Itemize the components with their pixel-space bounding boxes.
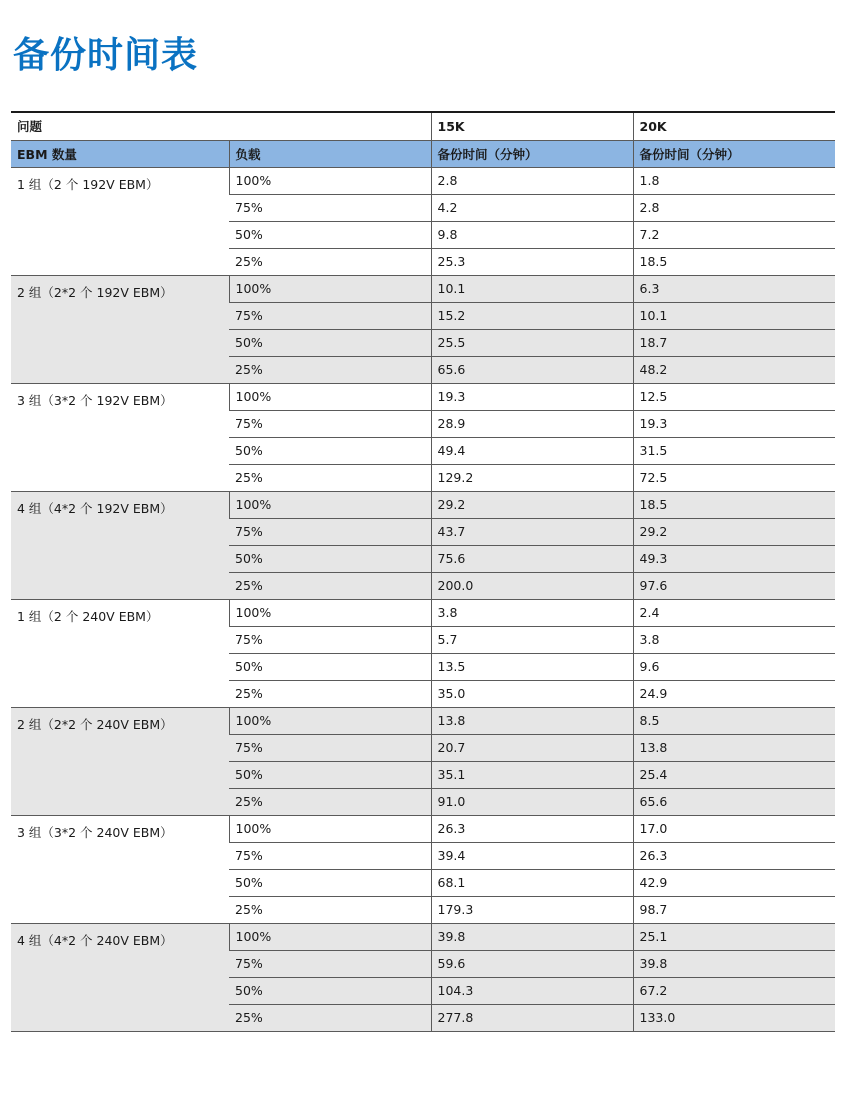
load-cell: 25% <box>229 896 431 923</box>
backup-time-15k-cell: 129.2 <box>431 464 633 491</box>
backup-time-20k-cell: 19.3 <box>633 410 835 437</box>
backup-time-20k-cell: 48.2 <box>633 356 835 383</box>
backup-time-20k-cell: 10.1 <box>633 302 835 329</box>
load-cell: 25% <box>229 356 431 383</box>
backup-time-20k-cell: 17.0 <box>633 815 835 842</box>
load-cell: 100% <box>229 599 431 626</box>
table-header-row <box>11 112 835 140</box>
backup-time-20k-cell: 18.5 <box>633 248 835 275</box>
backup-time-15k-cell: 39.8 <box>431 923 633 950</box>
backup-time-20k-cell: 3.8 <box>633 626 835 653</box>
backup-time-15k-cell: 25.3 <box>431 248 633 275</box>
subheader-backup-time-20k: 备份时间（分钟） <box>633 140 835 167</box>
backup-time-15k-cell: 43.7 <box>431 518 633 545</box>
backup-time-15k-cell: 5.7 <box>431 626 633 653</box>
ebm-group-label: 3 组（3*2 个 240V EBM） <box>11 815 229 923</box>
load-cell: 75% <box>229 194 431 221</box>
backup-time-15k-cell: 91.0 <box>431 788 633 815</box>
ebm-group-label: 4 组（4*2 个 240V EBM） <box>11 923 229 1031</box>
backup-time-15k-cell: 9.8 <box>431 221 633 248</box>
header-20k: 20K <box>633 112 835 140</box>
page-title: 备份时间表 <box>13 35 199 76</box>
load-cell: 75% <box>229 518 431 545</box>
load-cell: 100% <box>229 167 431 194</box>
backup-time-20k-cell: 29.2 <box>633 518 835 545</box>
load-cell: 100% <box>229 491 431 518</box>
backup-time-15k-cell: 104.3 <box>431 977 633 1004</box>
backup-time-15k-cell: 28.9 <box>431 410 633 437</box>
load-cell: 50% <box>229 437 431 464</box>
load-cell: 100% <box>229 923 431 950</box>
backup-time-table <box>11 111 835 1032</box>
backup-time-20k-cell: 24.9 <box>633 680 835 707</box>
table-row <box>11 815 835 842</box>
ebm-group-label: 4 组（4*2 个 192V EBM） <box>11 491 229 599</box>
backup-time-15k-cell: 15.2 <box>431 302 633 329</box>
backup-time-20k-cell: 31.5 <box>633 437 835 464</box>
load-cell: 100% <box>229 707 431 734</box>
load-cell: 75% <box>229 626 431 653</box>
backup-time-20k-cell: 9.6 <box>633 653 835 680</box>
load-cell: 50% <box>229 869 431 896</box>
load-cell: 50% <box>229 977 431 1004</box>
backup-time-15k-cell: 49.4 <box>431 437 633 464</box>
table-body <box>11 167 835 1031</box>
load-cell: 50% <box>229 653 431 680</box>
load-cell: 25% <box>229 248 431 275</box>
backup-time-15k-cell: 20.7 <box>431 734 633 761</box>
header-15k: 15K <box>431 112 633 140</box>
ebm-group-label: 1 组（2 个 240V EBM） <box>11 599 229 707</box>
ebm-group-label: 2 组（2*2 个 192V EBM） <box>11 275 229 383</box>
backup-time-20k-cell: 42.9 <box>633 869 835 896</box>
table-row <box>11 707 835 734</box>
ebm-group-label: 1 组（2 个 192V EBM） <box>11 167 229 275</box>
backup-time-20k-cell: 12.5 <box>633 383 835 410</box>
table-subheader-row <box>11 140 835 167</box>
load-cell: 75% <box>229 950 431 977</box>
backup-time-15k-cell: 25.5 <box>431 329 633 356</box>
backup-time-20k-cell: 25.4 <box>633 761 835 788</box>
backup-time-20k-cell: 39.8 <box>633 950 835 977</box>
load-cell: 50% <box>229 221 431 248</box>
ebm-group-label: 2 组（2*2 个 240V EBM） <box>11 707 229 815</box>
table-row <box>11 383 835 410</box>
load-cell: 100% <box>229 275 431 302</box>
backup-time-15k-cell: 65.6 <box>431 356 633 383</box>
backup-time-15k-cell: 68.1 <box>431 869 633 896</box>
subheader-load: 负载 <box>229 140 431 167</box>
table-row <box>11 167 835 194</box>
backup-time-15k-cell: 35.1 <box>431 761 633 788</box>
backup-time-15k-cell: 59.6 <box>431 950 633 977</box>
backup-time-15k-cell: 4.2 <box>431 194 633 221</box>
load-cell: 100% <box>229 383 431 410</box>
backup-time-15k-cell: 29.2 <box>431 491 633 518</box>
backup-time-20k-cell: 6.3 <box>633 275 835 302</box>
backup-time-20k-cell: 49.3 <box>633 545 835 572</box>
table-row <box>11 599 835 626</box>
backup-time-15k-cell: 39.4 <box>431 842 633 869</box>
load-cell: 75% <box>229 302 431 329</box>
backup-time-20k-cell: 65.6 <box>633 788 835 815</box>
backup-time-15k-cell: 3.8 <box>431 599 633 626</box>
load-cell: 75% <box>229 734 431 761</box>
ebm-group-label: 3 组（3*2 个 192V EBM） <box>11 383 229 491</box>
load-cell: 50% <box>229 329 431 356</box>
backup-time-15k-cell: 75.6 <box>431 545 633 572</box>
backup-time-15k-cell: 26.3 <box>431 815 633 842</box>
load-cell: 25% <box>229 1004 431 1031</box>
backup-time-15k-cell: 277.8 <box>431 1004 633 1031</box>
backup-time-20k-cell: 7.2 <box>633 221 835 248</box>
backup-time-20k-cell: 8.5 <box>633 707 835 734</box>
backup-time-20k-cell: 98.7 <box>633 896 835 923</box>
load-cell: 50% <box>229 545 431 572</box>
load-cell: 25% <box>229 572 431 599</box>
table-row <box>11 923 835 950</box>
backup-time-15k-cell: 10.1 <box>431 275 633 302</box>
backup-time-20k-cell: 1.8 <box>633 167 835 194</box>
table-row <box>11 491 835 518</box>
backup-time-20k-cell: 2.4 <box>633 599 835 626</box>
load-cell: 75% <box>229 842 431 869</box>
backup-time-20k-cell: 97.6 <box>633 572 835 599</box>
backup-time-15k-cell: 13.8 <box>431 707 633 734</box>
backup-time-20k-cell: 133.0 <box>633 1004 835 1031</box>
load-cell: 25% <box>229 680 431 707</box>
load-cell: 25% <box>229 464 431 491</box>
backup-time-15k-cell: 35.0 <box>431 680 633 707</box>
backup-time-15k-cell: 200.0 <box>431 572 633 599</box>
backup-time-20k-cell: 25.1 <box>633 923 835 950</box>
load-cell: 75% <box>229 410 431 437</box>
backup-time-20k-cell: 26.3 <box>633 842 835 869</box>
backup-time-15k-cell: 13.5 <box>431 653 633 680</box>
backup-time-15k-cell: 179.3 <box>431 896 633 923</box>
load-cell: 50% <box>229 761 431 788</box>
subheader-backup-time-15k: 备份时间（分钟） <box>431 140 633 167</box>
backup-time-20k-cell: 2.8 <box>633 194 835 221</box>
backup-time-15k-cell: 19.3 <box>431 383 633 410</box>
backup-time-20k-cell: 18.7 <box>633 329 835 356</box>
backup-time-20k-cell: 67.2 <box>633 977 835 1004</box>
table-row <box>11 275 835 302</box>
backup-time-20k-cell: 72.5 <box>633 464 835 491</box>
load-cell: 25% <box>229 788 431 815</box>
subheader-ebm-count: EBM 数量 <box>11 140 229 167</box>
backup-time-20k-cell: 18.5 <box>633 491 835 518</box>
header-issue: 问题 <box>11 112 431 140</box>
load-cell: 100% <box>229 815 431 842</box>
backup-time-20k-cell: 13.8 <box>633 734 835 761</box>
backup-time-15k-cell: 2.8 <box>431 167 633 194</box>
